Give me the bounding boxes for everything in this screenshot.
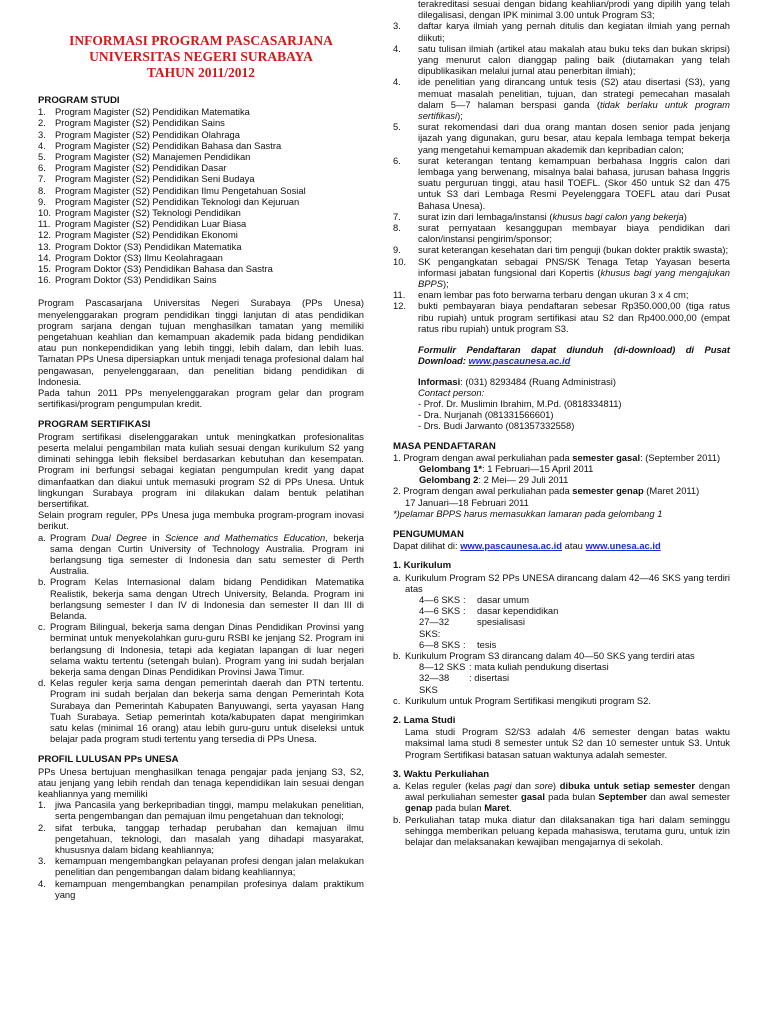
- sks-amount: 4—6 SKS: [419, 593, 461, 605]
- header-line-1: INFORMASI PROGRAM PASCASARJANA: [69, 33, 333, 48]
- header-line-3: TAHUN 2011/2012: [146, 65, 256, 80]
- sks-colon: :: [463, 605, 466, 617]
- program-studi-label: Program Magister (S2) Pendidikan Olahraga: [55, 128, 240, 140]
- lama-heading: 2. Lama Studi: [393, 714, 456, 726]
- pengumuman-heading: PENGUMUMAN: [393, 528, 464, 540]
- syarat-item-7: 6. surat keterangan tentang kemampuan berbahasa Inggris calon dari lembaga yang berwenang, misalnya balai bahasa, jurusan bahasa Inggris suatu perguruan tinggi, atau hasil TOEFL. (Skor 450 untuk S2 dan 475 untuk S3 dari Lembaga Resmi Peyelenggara TOEFL atau dari Pusat Bahasa Unesa).: [393, 154, 730, 211]
- kurikulum-b: b. Kurikulum Program S3 dirancang dalam 40—50 SKS yang terdiri atas: [393, 649, 695, 661]
- program-studi-label: Program Doktor (S3) Pendidikan Sains: [55, 274, 217, 286]
- profil-item-text: jiwa Pancasila yang berkepribadian tinggi, mampu melakukan penelitian, serta pengembangan dan pemajuan ilmu pengetahuan dan teknologi;: [55, 799, 364, 822]
- syarat-item-10: 9. surat keterangan kesehatan dari tim penguji (bukan dokter praktik swasta);: [393, 244, 729, 256]
- sks-row: [393, 605, 730, 616]
- sks-desc: : disertasi: [469, 672, 510, 684]
- program-studi-item: 12. Program Magister (S2) Pendidikan Ekonomi: [38, 229, 238, 241]
- program-studi-label: Program Doktor (S3) Ilmu Keolahragaan: [55, 251, 223, 263]
- program-studi-label: Program Magister (S2) Pendidikan Seni Budaya: [55, 173, 255, 185]
- program-studi-label: Program Magister (S2) Pendidikan Bahasa dan Sastra: [55, 139, 282, 151]
- profil-item: 4. kemampuan mengembangkan penampilan profesinya dalam praktikum yang: [38, 877, 364, 900]
- syarat-item-8: 7. surat izin dari lembaga/instansi (khusus bagi calon yang bekerja): [393, 210, 687, 222]
- header-line-2: UNIVERSITAS NEGERI SURABAYA: [89, 49, 313, 64]
- sks-desc: spesialisasi: [477, 616, 525, 628]
- sks-row: [393, 661, 730, 672]
- program-studi-item: 2. Program Magister (S2) Pendidikan Sains: [38, 117, 225, 129]
- sks-amount: 32—38 SKS: [419, 672, 450, 695]
- kurikulum-heading: 1. Kurikulum: [393, 560, 452, 572]
- masa-item-1: 1. Program dengan awal perkuliahan pada semester gasal: (September 2011): [393, 451, 721, 463]
- program-studi-label: Program Doktor (S3) Pendidikan Bahasa dan Sastra: [55, 263, 273, 275]
- program-studi-label: Program Magister (S2) Pendidikan Luar Biasa: [55, 218, 247, 230]
- masa-note: *)pelamar BPPS harus memasukkan lamaran pada gelombang 1: [393, 507, 663, 519]
- kurikulum-b-rows: [393, 661, 730, 695]
- profil-item-text: sifat terbuka, tanggap terhadap perubahan dan kemajuan ilmu pengetahuan, teknologi, dan masalah yang dihadapi masyarakat, khususnya dalam bidang keahliannya;: [55, 821, 364, 855]
- program-studi-label: Program Magister (S2) Pendidikan Ekonomi: [55, 229, 238, 241]
- inovasi-item-d: d. Kelas reguler kerja sama dengan pemerintah daerah dan PTN tertentu. Program ini sudah berjalan dan bekerja sama dengan Pemerintah Kota Surabaya dan Pemerintah Kabupaten Banyuwangi, serta yayasan Hang Tuah Surabaya. Setiap pemerintah kota/kabupaten dapat mengirimkan satu kelas (minimal 16 orang) atau lebih guru-guru untuk diseleksi untuk belajar pada program studi tertentu yang tersedia di PPs Unesa.: [38, 677, 364, 745]
- inovasi-item-b: b. Program Kelas Internasional dalam bidang Pendidikan Matematika Realistik, bekerja sama dengan Utrech University, Belanda. Program ini berlangsung semester I dan IV di Indonesia dan semester II dan III di Belanda.: [38, 576, 364, 621]
- program-studi-item: 5. Program Magister (S2) Manajemen Pendidikan: [38, 151, 251, 163]
- gelombang-2: Gelombang 2: 2 Mei— 29 Juli 2011: [419, 474, 569, 486]
- sks-row: [393, 594, 730, 605]
- program-studi-item: 9. Program Magister (S2) Pendidikan Teknologi dan Kejuruan: [38, 195, 300, 207]
- program-intro-2: Pada tahun 2011 PPs menyelenggarakan program gelar dan program sertifikasi/program pengumpulan kredit.: [38, 387, 364, 410]
- kurikulum-a: a. Kurikulum Program S2 PPs UNESA dirancang dalam 42—46 SKS yang terdiri atas: [393, 571, 730, 594]
- program-studi-label: Program Doktor (S3) Pendidikan Matematika: [55, 240, 242, 252]
- informasi-block: Informasi: (031) 8293484 (Ruang Administrasi) Contact person: - Prof. Dr. Muslimin Ibrahim, M.Pd. (0818334811) - Dra. Nurjanah (081331566601) - Drs. Budi Jarwanto (081357332558): [393, 376, 730, 432]
- right-column: [393, 0, 730, 847]
- program-studi-label: Program Magister (S2) Pendidikan Matematika: [55, 106, 250, 118]
- syarat-item-13: 12. bukti pembayaran biaya pendaftaran sebesar Rp350.000,00 (tiga ratus ribu rupiah) untuk program sertifikasi atau S2 dan Rp400.000,00 (empat ratus ribu rupiah) untuk program S3.: [393, 300, 730, 334]
- sertifikasi-body: Program sertifikasi diselenggarakan untuk meningkatkan profesionalitas peserta melalui pengambilan mata kuliah sesuai dengan kurikulum S2 yang diminati sehingga lebih fleksibel berdasarkan kebutuhan dan kesempatan. Program ini berfungsi sebagai kegiatan pengumpulan kredit yang dapat dimanfaatkan dan diakui untuk memasuki program S2 di PPs Unesa. Untuk lingkungan Surabaya program ini dilakukan dalam bentuk pelatihan bersertifikat.: [38, 430, 364, 509]
- program-studi-item: 7. Program Magister (S2) Pendidikan Seni Budaya: [38, 173, 255, 185]
- gelombang-1: Gelombang 1*: 1 Februari—15 April 2011: [419, 462, 594, 474]
- left-column: [38, 0, 364, 900]
- syarat-item-6: 5. surat rekomendasi dari dua orang mantan dosen senior pada jenjang ijazah yang digunakan, guru besar, atau kepala lembaga tempat bekerja yang mengetahui kemampuan akademik dan kepribadian calon;: [393, 121, 730, 155]
- lama-body: Lama studi Program S2/S3 adalah 4/6 semester dengan batas waktu maksimal lama studi 8 semester untuk S2 dan 10 semester untuk S3. Untuk Program Sertifikasi batasan satuan waktunya adalah semester.: [405, 726, 730, 760]
- program-studi-label: Program Magister (S2) Pendidikan Teknologi dan Kejuruan: [55, 195, 300, 207]
- contact-person: - Drs. Budi Jarwanto (081357332558): [418, 420, 575, 432]
- pengumuman-link-1[interactable]: www.pascaunesa.ac.id: [460, 540, 563, 552]
- sks-desc: dasar kependidikan: [477, 605, 559, 617]
- masa-item-2: 2. Program dengan awal perkuliahan pada semester genap (Maret 2011): [393, 485, 700, 497]
- profil-body: PPs Unesa bertujuan menghasilkan tenaga pengajar pada jenjang S3, S2, atau jenjang yang lebih rendah dan tenaga kependidikan lain sesuai dengan keahliannya yang memiliki: [38, 765, 364, 799]
- pengumuman-link-2[interactable]: www.unesa.ac.id: [585, 540, 661, 552]
- program-studi-item: 11. Program Magister (S2) Pendidikan Luar Biasa: [38, 218, 247, 230]
- syarat-item-2-cont: terakreditasi sesuai dengan bidang keahlian/prodi yang dipilih yang telah dilegalisasi, dengan IPK minimal 3.00 untuk Program S3;: [418, 0, 730, 21]
- sks-desc: : mata kuliah pendukung disertasi: [469, 661, 609, 673]
- header-title: [38, 33, 364, 81]
- profil-item: 1. jiwa Pancasila yang berkepribadian tinggi, mampu melakukan penelitian, serta pengembangan dan pemajuan ilmu pengetahuan dan teknologi;: [38, 799, 364, 822]
- program-studi-heading: PROGRAM STUDI: [38, 95, 120, 106]
- syarat-item-11: 10. SK pengangkatan sebagai PNS/SK Tenaga Tetap Yayasan beserta informasi jabatan fungsional dari Kopertis (khusus bagi yang mengajukan BPPS);: [393, 255, 730, 290]
- profil-item-text: kemampuan mengembangkan penampilan profesinya dalam praktikum yang: [55, 877, 364, 900]
- waktu-a: a. Kelas reguler (kelas pagi dan sore) dibuka untuk setiap semester dengan awal perkuliahan semester gasal pada bulan September dan awal semester genap pada bulan Maret.: [393, 780, 731, 814]
- sks-amount: 8—12 SKS: [419, 661, 466, 673]
- masa-item-2-date: 17 Januari—18 Februari 2011: [405, 496, 529, 508]
- kurikulum-c: c. Kurikulum untuk Program Sertifikasi mengikuti program S2.: [393, 694, 651, 706]
- syarat-item-12: 11. enam lembar pas foto berwarna terbaru dengan ukuran 3 x 4 cm;: [393, 289, 689, 301]
- formulir-note: Formulir Pendaftaran dapat diunduh (di-download) di Pusat Download: www.pascaunesa.ac.id: [418, 344, 730, 367]
- masa-heading: MASA PENDAFTARAN: [393, 440, 496, 452]
- program-studi-list: [38, 106, 364, 285]
- inovasi-item-c: c. Program Bilingual, bekerja sama dengan Dinas Pendidikan Provinsi yang berminat untuk menyekolahkan guru-guru RSBI ke jenjang S2. Program ini berlangsung di Indonesia, tetapi ada kegiatan lapangan di luar negeri selama waktu tertentu (setengah bulan). Program yang ini sudah berjalan bekerja sama dengan Dinas Pendidikan Provinsi Jawa Timur.: [38, 621, 364, 677]
- program-studi-item: 15. Program Doktor (S3) Pendidikan Bahasa dan Sastra: [38, 263, 273, 275]
- sks-row: [393, 672, 730, 694]
- waktu-b: b. Perkuliahan tatap muka diatur dan dilaksanakan tiga hari dalam seminggu sehingga memberikan peluang kepada mahasiswa, terutama guru, untuk izin belajar dan melaksanakan kewajiban mengajarnya di sekolah.: [393, 813, 730, 848]
- sks-row: [393, 616, 730, 638]
- sks-colon: [463, 616, 477, 638]
- sks-amount: 4—6 SKS: [419, 605, 461, 617]
- inovasi-item-a: a. Program Dual Degree in Science and Mathematics Education, bekerja sama dengan Curtin University of Technology Australia. Program ini berlangsung tiga semester di Indonesia dan satu semester di Perth Australia.: [38, 531, 364, 577]
- program-studi-label: Program Magister (S2) Teknologi Pendidikan: [55, 207, 241, 219]
- contact-person: - Prof. Dr. Muslimin Ibrahim, M.Pd. (0818334811): [418, 397, 622, 409]
- program-sertifikasi-heading: PROGRAM SERTIFIKASI: [38, 419, 151, 431]
- program-studi-item: 6. Program Magister (S2) Pendidikan Dasar: [38, 162, 227, 174]
- program-studi-item: 8. Program Magister (S2) Pendidikan Ilmu Pengetahuan Sosial: [38, 184, 306, 196]
- sks-desc: dasar umum: [477, 593, 530, 605]
- program-studi-item: 4. Program Magister (S2) Pendidikan Bahasa dan Sastra: [38, 139, 282, 151]
- program-studi-item: 13. Program Doktor (S3) Pendidikan Matematika: [38, 240, 242, 252]
- sks-colon: :: [463, 593, 466, 605]
- program-studi-label: Program Magister (S2) Pendidikan Sains: [55, 117, 225, 129]
- sks-amount: 6—8 SKS: [419, 638, 461, 650]
- sks-desc: tesis: [477, 638, 497, 650]
- syarat-item-3: 3. daftar karya ilmiah yang pernah ditulis dan kegiatan ilmiah yang pernah diikuti;: [393, 20, 730, 43]
- program-studi-item: 1. Program Magister (S2) Pendidikan Matematika: [38, 106, 250, 118]
- sks-colon: :: [463, 638, 466, 650]
- program-studi-item: 14. Program Doktor (S3) Ilmu Keolahragaan: [38, 251, 223, 263]
- formulir-link[interactable]: www.pascaunesa.ac.id: [468, 355, 571, 367]
- sertifikasi-body-2: Selain program reguler, PPs Unesa juga membuka program-program inovasi berikut.: [38, 509, 364, 532]
- syarat-item-4: 4. satu tulisan ilmiah (artikel atau makalah atau buku teks dan bukan skripsi) yang menurut calon dianggap paling baik (diutamakan yang telah dipublikasikan melalui jurnal atau penerbitan ilmiah);: [393, 42, 730, 77]
- syarat-item-9: 8. surat pernyataan kesanggupan membayar biaya pendidikan dari calon/instansi pengirim/sponsor;: [393, 222, 730, 245]
- program-intro: Program Pascasarjana Universitas Negeri Surabaya (PPs Unesa) menyelenggarakan program pendidikan tinggi lanjutan di atas pendidikan program sarjana dengan tujuan menghasilkan tamatan yang memiliki pengetahuan keahlian dan kemampuan akademik pada bidang pendidikan atau pun nonkependidikan yang lebih tinggi, lebih dalam, dan lebih luas. Tamatan PPs Unesa dipersiapkan untuk menjadi tenaga profesional dalam hal pengawasan, penyelenggaraan, dan penelitian bidang pendidikan di Indonesia.: [38, 297, 364, 387]
- profil-item-text: kemampuan mengembangkan pelayanan profesi dengan jalan melakukan penelitian dan pengembangan dalam bidang keahliannya;: [55, 855, 364, 878]
- contact-person: - Dra. Nurjanah (081331566601): [418, 409, 554, 421]
- pengumuman-text: Dapat dilihat di: www.pascaunesa.ac.id atau www.unesa.ac.id: [393, 540, 661, 552]
- profil-item: 3. kemampuan mengembangkan pelayanan profesi dengan jalan melakukan penelitian dan pengembangan dalam bidang keahliannya;: [38, 855, 364, 878]
- syarat-item-5: 4. ide penelitian yang dirancang untuk tesis (S2) atau disertasi (S3), yang memuat masalah penelitian, tujuan, dan strategi pemecahan masalah dalam 5—7 halaman berspasi ganda (tidak berlaku untuk program sertifikasi);: [393, 76, 730, 122]
- program-studi-label: Program Magister (S2) Pendidikan Ilmu Pengetahuan Sosial: [55, 184, 306, 196]
- waktu-heading: 3. Waktu Perkuliahan: [393, 768, 490, 780]
- program-studi-item: 10. Program Magister (S2) Teknologi Pendidikan: [38, 207, 241, 219]
- profil-list: [38, 799, 364, 900]
- sks-amount: 27—32 SKS:: [419, 616, 450, 639]
- program-studi-item: 3. Program Magister (S2) Pendidikan Olahraga: [38, 128, 240, 140]
- program-studi-label: Program Magister (S2) Manajemen Pendidikan: [55, 151, 251, 163]
- kurikulum-a-rows: [393, 594, 730, 650]
- profil-heading: PROFIL LULUSAN PPs UNESA: [38, 754, 179, 766]
- program-studi-item: 16. Program Doktor (S3) Pendidikan Sains: [38, 274, 217, 286]
- sks-row: [393, 639, 730, 650]
- program-studi-label: Program Magister (S2) Pendidikan Dasar: [55, 162, 227, 174]
- profil-item: 2. sifat terbuka, tanggap terhadap perubahan dan kemajuan ilmu pengetahuan, teknologi, dan masalah yang dihadapi masyarakat, khususnya dalam bidang keahliannya;: [38, 821, 364, 855]
